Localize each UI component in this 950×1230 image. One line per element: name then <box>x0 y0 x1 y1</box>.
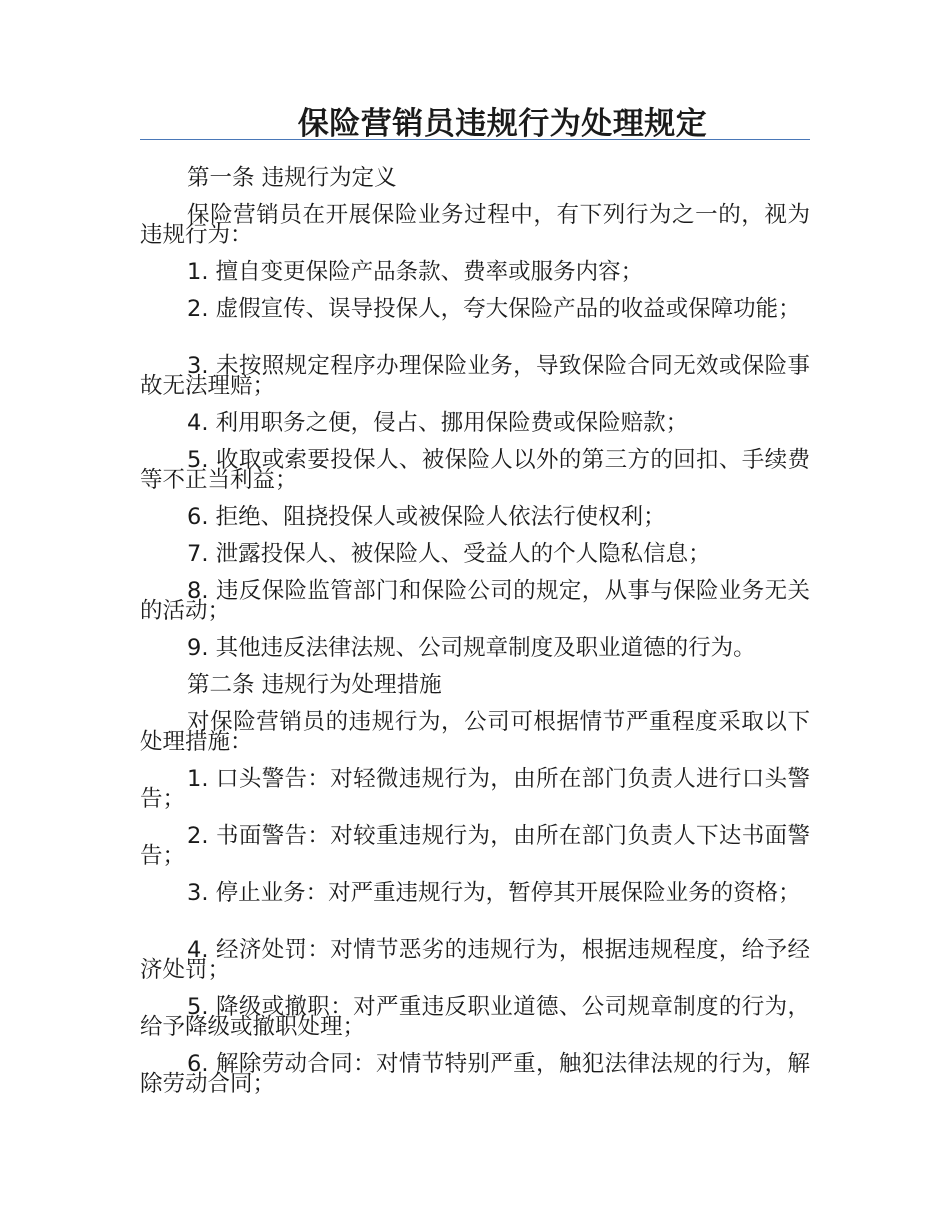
document-body <box>140 160 810 1103</box>
article-1-heading: 第一条 违规行为定义 <box>187 165 397 191</box>
paragraph: 保险营销员在开展保险业务过程中，有下列行为之一的，视为违规行为： <box>140 202 810 248</box>
title-underline <box>140 139 810 140</box>
list-item: 2. 虚假宣传、误导投保人，夸大保险产品的收益或保障功能； <box>187 296 801 322</box>
list-item: 6. 解除劳动合同：对情节特别严重，触犯法律法规的行为，解除劳动合同； <box>140 1051 810 1097</box>
list-item: 9. 其他违反法律法规、公司规章制度及职业道德的行为。 <box>187 635 756 661</box>
document-title: 保险营销员违规行为处理规定 <box>297 106 708 142</box>
list-item: 5. 收取或索要投保人、被保险人以外的第三方的回扣、手续费等不正当利益； <box>140 447 810 493</box>
list-item: 7. 泄露投保人、被保险人、受益人的个人隐私信息； <box>187 541 711 567</box>
list-item: 1. 擅自变更保险产品条款、费率或服务内容； <box>187 259 644 285</box>
list-item: 6. 拒绝、阻挠投保人或被保险人依法行使权利； <box>187 504 666 530</box>
list-item: 3. 未按照规定程序办理保险业务，导致保险合同无效或保险事故无法理赔； <box>140 353 810 399</box>
list-item: 5. 降级或撤职：对严重违反职业道德、公司规章制度的行为，给予降级或撤职处理； <box>140 994 810 1040</box>
list-item: 4. 利用职务之便，侵占、挪用保险费或保险赔款； <box>187 410 689 436</box>
list-item: 8. 违反保险监管部门和保险公司的规定，从事与保险业务无关的活动； <box>140 578 810 624</box>
paragraph: 对保险营销员的违规行为，公司可根据情节严重程度采取以下处理措施： <box>140 709 810 755</box>
list-item: 2. 书面警告：对较重违规行为，由所在部门负责人下达书面警告； <box>140 823 810 869</box>
article-2-heading: 第二条 违规行为处理措施 <box>187 672 442 698</box>
list-item: 1. 口头警告：对轻微违规行为，由所在部门负责人进行口头警告； <box>140 766 810 812</box>
list-item: 4. 经济处罚：对情节恶劣的违规行为，根据违规程度，给予经济处罚； <box>140 937 810 983</box>
list-item: 3. 停止业务：对严重违规行为，暂停其开展保险业务的资格； <box>187 880 801 906</box>
